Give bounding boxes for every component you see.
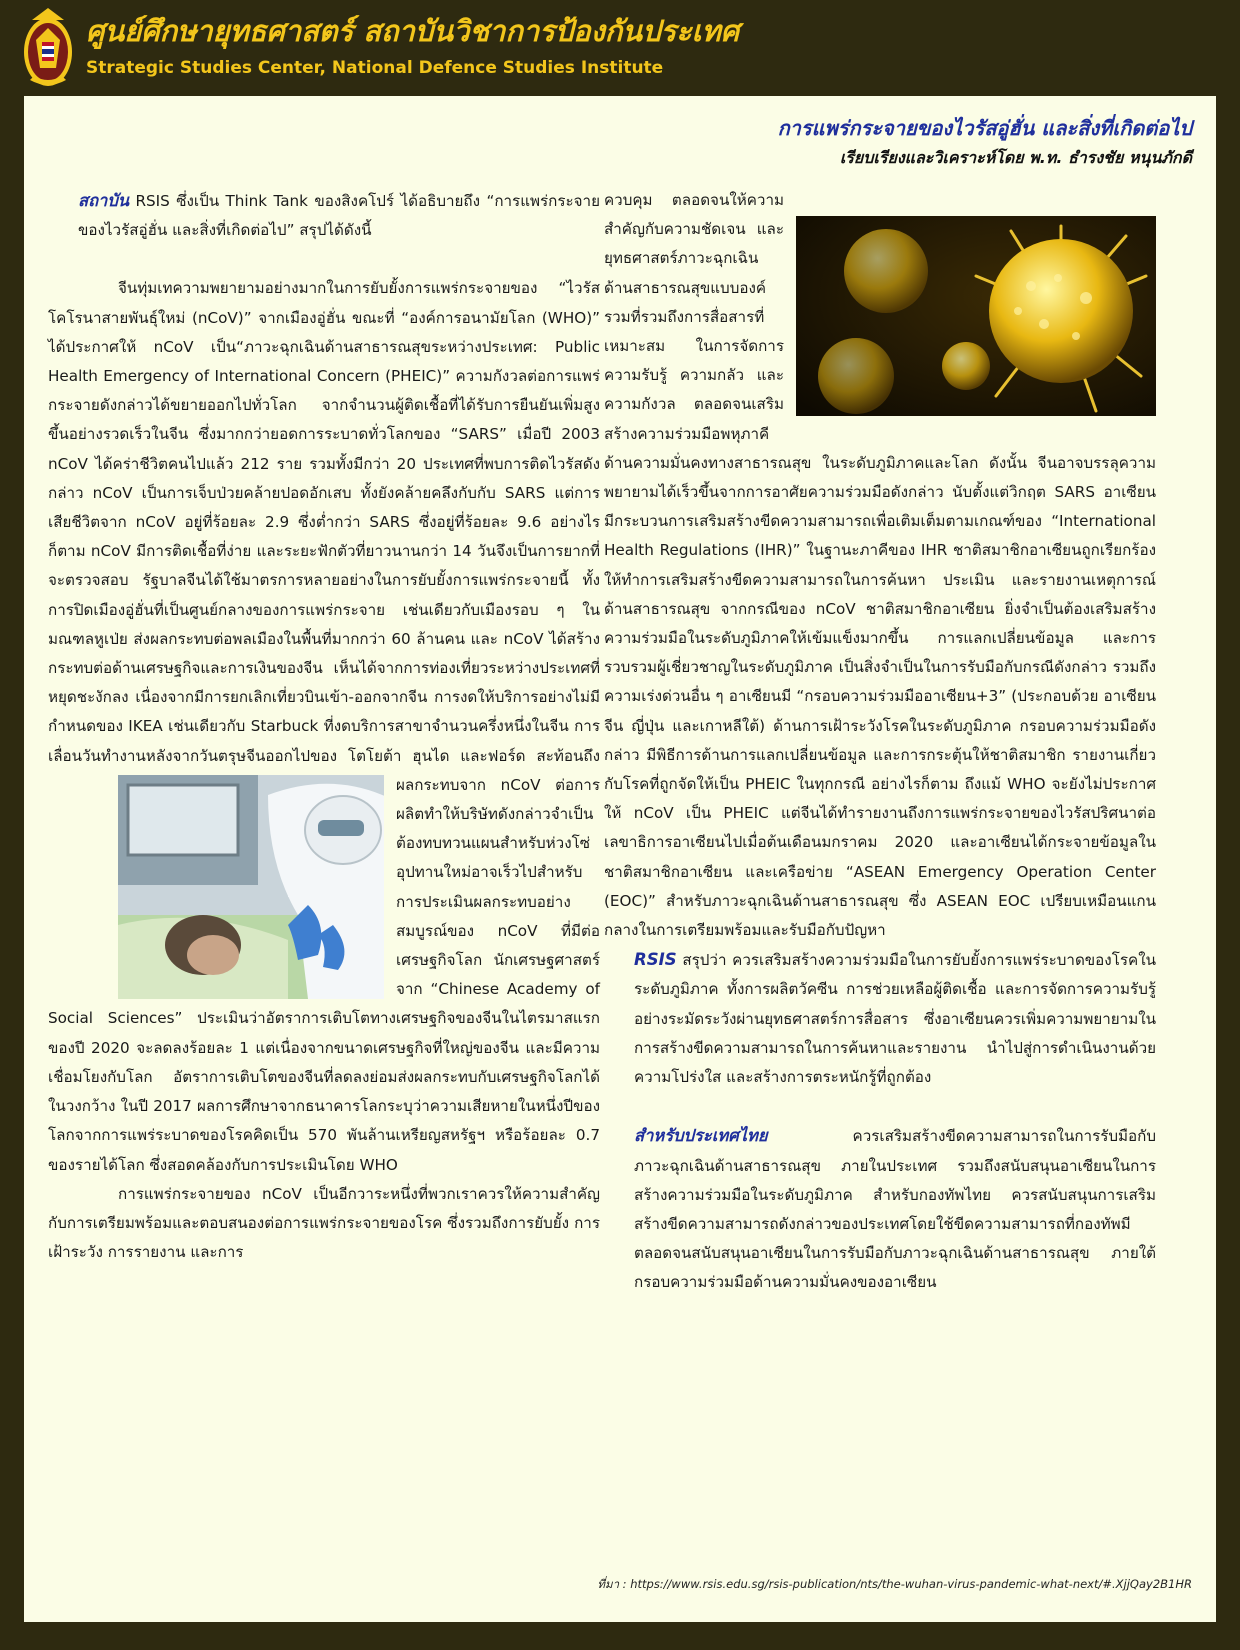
- thailand-paragraph: [604, 1121, 1156, 1297]
- body-paragraph-1-part-b: และฟอร์ด สะท้อนถึงผลกระทบจาก nCoV ต่อการผลิตทำให้บริษัทดังกล่าวจำเป็นต้องทบทวนแผนสำหรับห่วงโซ่อุปทานใหม่อาจเร็วไปสำหรับการประเมินผลกระทบอย่างสมบูรณ์ของ nCoV ที่มีต่อเศรษฐกิจโลก นักเศรษฐศาสตร์จาก “Chinese Academy of Social Sciences” ประเมินว่าอัตราการเติบโตทางเศรษฐกิจของจีนในไตรมาสแรกของปี 2020 จะลดลงร้อยละ 1 แต่เนื่องจากขนาดเศรษฐกิจที่ใหญ่ของจีน และมีความเชื่อมโยงกับโลก อัตราการเติบโตของจีนที่ลดลงย่อมส่งผลกระทบกับเศรษฐกิจโลกได้ในวงกว้าง ในปี 2017 ผลการศึกษาจากธนาคารโลกระบุว่าความเสียหายในหนึ่งปีของโลกจากการแพร่ระบาดของโรคคิดเป็น 570 พันล้านเหรียญสหรัฐฯ หรือร้อยละ 0.7 ของรายได้โลก ซึ่งสอดคล้องกับการประเมินโดย WHO: [48, 746, 600, 1174]
- org-english-title: Strategic Studies Center, National Defence Studies Institute: [86, 58, 664, 78]
- body-paragraph-1-part-a: จีนทุ่มเทความพยายามอย่างมากในการยับยั้งการแพร่กระจายของ “ไวรัสโคโรนาสายพันธุ์ใหม่ (nCoV)” จากเมืองอู่ฮั่น ขณะที่ “องค์การอนามัยโลก (WHO)” ได้ประกาศให้ nCoV เป็น“ภาวะฉุกเฉินด้านสาธารณสุขระหว่างประเทศ: Public Health Emergency of International Concern (PHEIC)” ความกังวลต่อการแพร่กระจายดังกล่าวได้ขยายออกไปทั่วโลก จากจำนวนผู้ติดเชื้อที่ได้รับการยืนยันเพิ่มสูงขึ้นอย่างรวดเร็วในจีน ซึ่งมากกว่ายอดการระบาดทั่วโลกของ “SARS” เมื่อปี 2003 nCoV ได้คร่าชีวิตคนไปแล้ว 212 ราย รวมทั้งมีกว่า 20 ประเทศที่พบการติดไวรัสดังกล่าว nCoV เป็นการเจ็บป่วยคล้ายปอดอักเสบ ทั้งยังคล้ายคลึงกับกับ SARS แต่การเสียชีวิตจาก nCoV อยู่ที่ร้อยละ 2.9 ซึ่งต่ำกว่า SARS ซึ่งอยู่ที่ร้อยละ 9.6 อย่างไรก็ตาม nCoV มีการติดเชื้อที่ง่าย และระยะฟักตัวที่ยาวนานกว่า 14 วันจึงเป็นการยากที่จะตรวจสอบ รัฐบาลจีนได้ใช้มาตรการหลายอย่างในการยับยั้งการแพร่กระจายนี้ ทั้งการปิดเมืองอู่ฮั่นที่เป็นศูนย์กลางของการแพร่กระจาย เช่นเดียวกับเมืองรอบ ๆ ในมณฑลหูเป่ย ส่งผลกระทบต่อพลเมืองในพื้นที่มากกว่า 60 ล้านคน และ nCoV ได้สร้างกระทบต่อด้านเศรษฐกิจและการเงินของจีน เห็นได้จากการท่องเที่ยวระหว่างประเทศที่หยุดชะงักลง เนื่องจากมีการยกเลิกเที่ยวบินเข้า-ออกจากจีน การงดให้บริการอย่างไม่มีกำหนดของ IKEA เช่นเดียวกับ Starbuck ที่งดบริการสาขาจำนวนครึ่งหนึ่งในจีน การเลื่อนวันทำงานหลังจากวันตรุษจีนออกไปของ โตโยต้า ฮุนได: [48, 279, 600, 765]
- intro-paragraph: [48, 186, 600, 245]
- ndsi-emblem-icon: [22, 6, 74, 90]
- body-paragraph-1: [48, 274, 600, 1179]
- source-citation: ที่มา : https://www.rsis.edu.sg/rsis-publication/nts/the-wuhan-virus-pandemic-what-next/#.XjjQay2B1HR: [597, 1577, 1192, 1591]
- header-banner: [0, 0, 1240, 96]
- rsis-paragraph: [604, 945, 1156, 1092]
- medical-worker-icon: [118, 775, 384, 999]
- article-page: [24, 96, 1216, 1622]
- body-paragraph-1-text: [48, 279, 600, 1173]
- article-byline: เรียบเรียงและวิเคราะห์โดย พ.ท. ธำรงชัย หนุนภักดี: [839, 148, 1192, 167]
- org-thai-title: ศูนย์ศึกษายุทธศาสตร์ สถาบันวิชาการป้องกันประเทศ: [86, 14, 740, 48]
- article-title: การแพร่กระจายของไวรัสอู่ฮั่น และสิ่งที่เกิดต่อไป: [777, 116, 1192, 140]
- coronavirus-icon: [796, 216, 1156, 416]
- rsis-text: สรุปว่า ควรเสริมสร้างความร่วมมือในการยับยั้งการแพร่ระบาดของโรคในระดับภูมิภาค ทั้งการผลิตวัคซีน การช่วยเหลือผู้ติดเชื้อ และการจัดการความรับรู้อย่างระมัดระวังผ่านยุทธศาสตร์การสื่อสาร ซึ่งอาเซียนควรเพิ่มความพยายามในการสร้างขีดความสามารถในการค้นหาและรายงาน นำไปสู่การดำเนินงานด้วยความโปร่งใส และสร้างการตระหนักรู้ที่ถูกต้อง: [634, 951, 1156, 1087]
- intro-text: RSIS ซึ่งเป็น Think Tank ของสิงคโปร์ ได้อธิบายถึง “การแพร่กระจายของไวรัสอู่ฮั่น และสิ่งที่เกิดต่อไป” สรุปได้ดังนี้: [78, 192, 600, 240]
- thailand-label: สำหรับประเทศไทย: [634, 1126, 768, 1146]
- body-paragraph-2-text: การแพร่กระจายของ nCoV เป็นอีกวาระหนึ่งที่พวกเราควรให้ความสำคัญกับการเตรียมพร้อมและตอบสนองต่อการแพร่กระจายของโรค ซึ่งรวมถึงการยับยั้ง การเฝ้าระวัง การรายงาน และการ: [48, 1184, 600, 1262]
- rsis-label: RSIS: [634, 950, 677, 970]
- body-paragraph-2: [48, 1180, 600, 1268]
- thailand-text: ควรเสริมสร้างขีดความสามารถในการรับมือกับภาวะฉุกเฉินด้านสาธารณสุข ภายในประเทศ รวมถึงสนับสนุนอาเซียนในการสร้างความร่วมมือในระดับภูมิภาค สำหรับกองทัพไทย ควรสนับสนุนการเสริมสร้างขีดความสามารถดังกล่าวของประเทศโดยใช้ขีดความสามารถที่กองทัพมี ตลอดจนสนับสนุนอาเซียนในการรับมือกับภาวะฉุกเฉินด้านสาธารณสุข ภายใต้กรอบความร่วมมือด้านความมั่นคงของอาเซียน: [634, 1127, 1156, 1292]
- intro-label: สถาบัน: [78, 191, 130, 210]
- left-column: [48, 186, 600, 1267]
- paragraph-gap: [48, 245, 600, 274]
- right-paragraph-1-text: ควบคุม ตลอดจนให้ความสำคัญกับความชัดเจน และยุทธศาสตร์ภาวะฉุกเฉินด้านสาธารณสุขแบบองค์รวมที่รวมถึงการสื่อสารที่เหมาะสม ในการจัดการความรับรู้ ความกลัว และความกังวล ตลอดจนเสริมสร้างความร่วมมือพหุภาคีด้านความมั่นคงทางสาธารณสุข ในระดับภูมิภาคและโลก ดังนั้น จีนอาจบรรลุความพยายามได้เร็วขึ้นจากการอาศัยความร่วมมือดังกล่าว นับตั้งแต่วิกฤต SARS อาเซียน มีกระบวนการเสริมสร้างขีดความสามารถเพื่อเติมเต็มตามเกณฑ์ของ “International Health Regulations (IHR)” ในฐานะภาคีของ IHR ชาติสมาชิกอาเซียนถูกเรียกร้องให้ทำการเสริมสร้างขีดความสามารถในการค้นหา ประเมิน และรายงานเหตุการณ์ด้านสาธารณสุข จากกรณีของ nCoV ชาติสมาชิกอาเซียน ยิ่งจำเป็นต้องเสริมสร้างความร่วมมือในระดับภูมิภาคให้เข้มแข็งมากขึ้น การแลกเปลี่ยนข้อมูล และการรวบรวมผู้เชี่ยวชาญในระดับภูมิภาค เป็นสิ่งจำเป็นในการรับมือกับกรณีดังกล่าว รวมถึงความเร่งด่วนอื่น ๆ อาเซียนมี “กรอบความร่วมมืออาเซียน+3” (ประกอบด้วย อาเซียน จีน ญี่ปุ่น และเกาหลีใต้) ด้านการเฝ้าระวังโรคในระดับภูมิภาค กรอบความร่วมมือดังกล่าว มีพิธีการด้านการแลกเปลี่ยนข้อมูล และการกระตุ้นให้ชาติสมาชิก รายงานเกี่ยวกับโรคที่ถูกจัดให้เป็น PHEIC ในทุกกรณี อย่างไรก็ตาม ถึงแม้ WHO จะยังไม่ประกาศให้ nCoV เป็น PHEIC แต่จีนได้ทำรายงานถึงการแพร่กระจายของไวรัสปริศนาต่อเลขาธิการอาเซียนไปเมื่อต้นเดือนมกราคม 2020 และอาเซียนได้กระจายข้อมูลในชาติสมาชิกอาเซียน และเครือข่าย “ASEAN Emergency Operation Center (EOC)” สำหรับภาวะฉุกเฉินด้านสาธารณสุข ซึ่ง ASEAN EOC เปรียบเหมือนแกนกลางในการเตรียมพร้อมและรับมือกับปัญหา: [604, 191, 1156, 940]
- right-column: [604, 186, 1156, 1298]
- coronavirus-image: [796, 216, 1156, 416]
- medical-worker-image: [48, 775, 384, 999]
- paragraph-gap-right: [604, 1092, 1156, 1121]
